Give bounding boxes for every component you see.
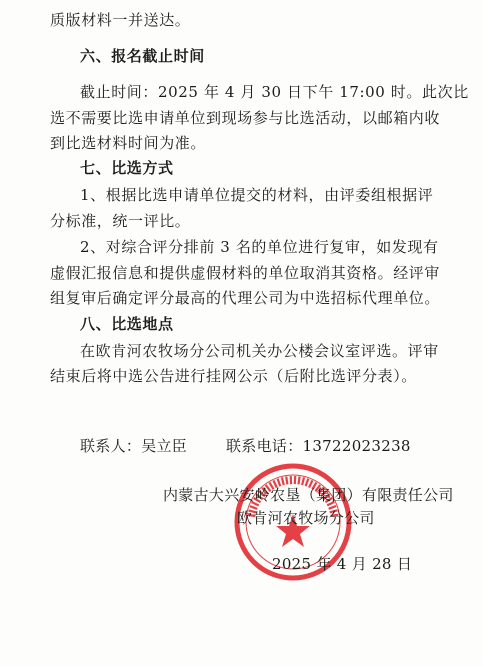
- body-line: 在欧肯河农牧场分公司机关办公楼会议室评选。评审: [80, 342, 439, 360]
- branch-name: 欧肯河农牧场分公司: [237, 509, 375, 527]
- body-line: 分标准，统一评比。: [50, 212, 191, 230]
- contact-phone: 联系电话：13722023238: [226, 437, 411, 455]
- section-heading-method: 七、比选方式: [80, 159, 174, 177]
- contact-person: 联系人：吴立臣: [80, 437, 188, 455]
- section-heading-location: 八、比选地点: [80, 315, 174, 333]
- company-name: 内蒙古大兴安岭农垦（集团）有限责任公司: [163, 486, 454, 504]
- body-line: 选不需要比选申请单位到现场参与比选活动，以邮箱内收: [50, 109, 441, 127]
- body-line: 结束后将中选公告进行挂网公示（后附比选评分表）。: [50, 367, 417, 385]
- body-line: 质版材料一并送达。: [50, 11, 191, 29]
- body-line: 虚假汇报信息和提供虚假材料的单位取消其资格。经评审: [50, 264, 441, 282]
- body-line: 组复审后确定评分最高的代理公司为中选招标代理单位。: [50, 289, 441, 307]
- body-line: 截止时间：2025 年 4 月 30 日下午 17:00 时。此次比: [80, 83, 469, 101]
- section-heading-deadline: 六、报名截止时间: [80, 47, 205, 65]
- body-line: 1、根据比选申请单位提交的材料，由评委组根据评: [80, 186, 434, 204]
- issue-date: 2025 年 4 月 28 日: [272, 555, 413, 573]
- body-line: 到比选材料时间为准。: [50, 134, 207, 152]
- body-line: 2、对综合评分排前 3 名的单位进行复审，如发现有: [80, 238, 439, 256]
